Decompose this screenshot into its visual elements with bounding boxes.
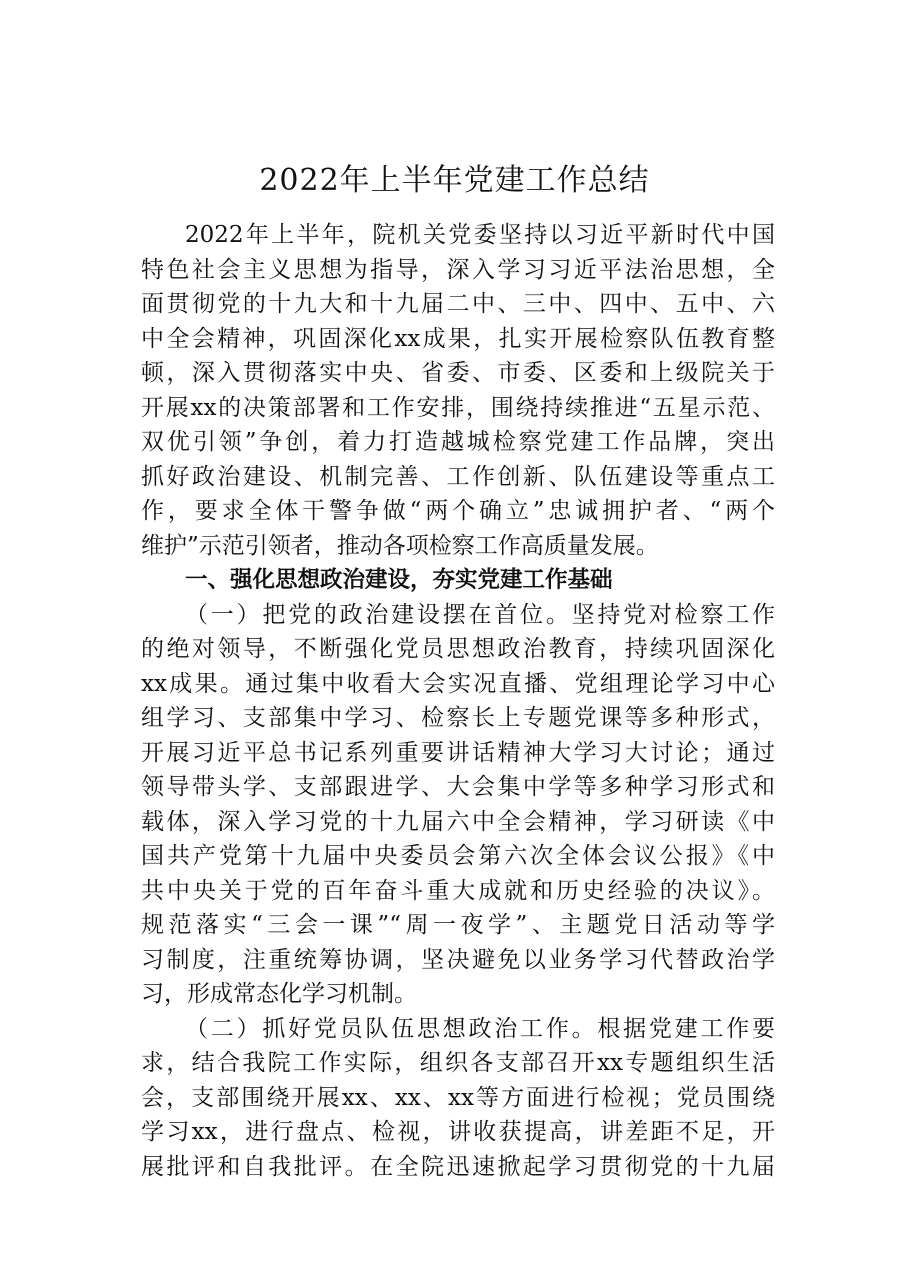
- paragraph-line: 中全会精神，巩固深化xx成果，扎实开展检察队伍教育整: [141, 325, 775, 352]
- paragraph-line: 双优引领”争创，着力打造越城检察党建工作品牌，突出: [141, 429, 775, 455]
- paragraph-line: 开展xx的决策部署和工作安排，围绕持续推进“五星示范、: [141, 394, 775, 421]
- paragraph-line: 学习xx，进行盘点、检视，讲收获提高，讲差距不足，开: [141, 1119, 775, 1145]
- paragraph-line: xx成果。通过集中收看大会实况直播、党组理论学习中心: [141, 670, 775, 697]
- paragraph-line: 开展习近平总书记系列重要讲话精神大学习大讨论；通过: [141, 739, 775, 766]
- paragraph-line: 展批评和自我批评。在全院迅速掀起学习贯彻党的十九届: [141, 1153, 775, 1180]
- paragraph-line: （一）把党的政治建设摆在首位。坚持党对检察工作: [185, 601, 775, 628]
- paragraph-line: 组学习、支部集中学习、检察长上专题党课等多种形式，: [141, 705, 775, 731]
- paragraph-line: 规范落实“三会一课”“周一夜学”、主题党日活动等学: [141, 912, 775, 938]
- paragraph-line: 顿，深入贯彻落实中央、省委、市委、区委和上级院关于: [141, 360, 775, 386]
- paragraph-line: 共中央关于党的百年奋斗重大成就和历史经验的决议》。: [141, 877, 775, 904]
- document-title: 2022年上半年党建工作总结: [259, 163, 650, 198]
- paragraph-line: 会，支部围绕开展xx、xx、xx等方面进行检视；党员围绕: [141, 1084, 775, 1111]
- paragraph-line: 领导带头学、支部跟进学、大会集中学等多种学习形式和: [141, 774, 775, 800]
- paragraph-line: 抓好政治建设、机制完善、工作创新、队伍建设等重点工: [141, 463, 775, 490]
- paragraph-line: 的绝对领导，不断强化党员思想政治教育，持续巩固深化: [141, 636, 775, 662]
- paragraph-line: 维护”示范引领者，推动各项检察工作高质量发展。: [141, 532, 659, 559]
- section-heading: 一、强化思想政治建设，夯实党建工作基础: [185, 567, 613, 593]
- paragraph-line: 载体，深入学习党的十九届六中全会精神，学习研读《中: [141, 808, 775, 835]
- paragraph-line: 求，结合我院工作实际，组织各支部召开xx专题组织生活: [141, 1050, 775, 1076]
- paragraph-line: 习制度，注重统筹协调，坚决避免以业务学习代替政治学: [141, 946, 775, 973]
- paragraph-line: 作，要求全体干警争做“两个确立”忠诚拥护者、“两个: [141, 498, 775, 524]
- document-body: [141, 218, 781, 1184]
- paragraph-line: 国共产党第十九届中央委员会第六次全体会议公报》《中: [141, 843, 775, 869]
- paragraph-line: 面贯彻党的十九大和十九届二中、三中、四中、五中、六: [141, 291, 775, 317]
- paragraph-line: 习，形成常态化学习机制。: [141, 981, 417, 1007]
- paragraph-line: 特色社会主义思想为指导，深入学习习近平法治思想，全: [141, 256, 775, 283]
- paragraph-line: 2022年上半年，院机关党委坚持以习近平新时代中国: [185, 222, 775, 248]
- paragraph-line: （二）抓好党员队伍思想政治工作。根据党建工作要: [185, 1015, 775, 1042]
